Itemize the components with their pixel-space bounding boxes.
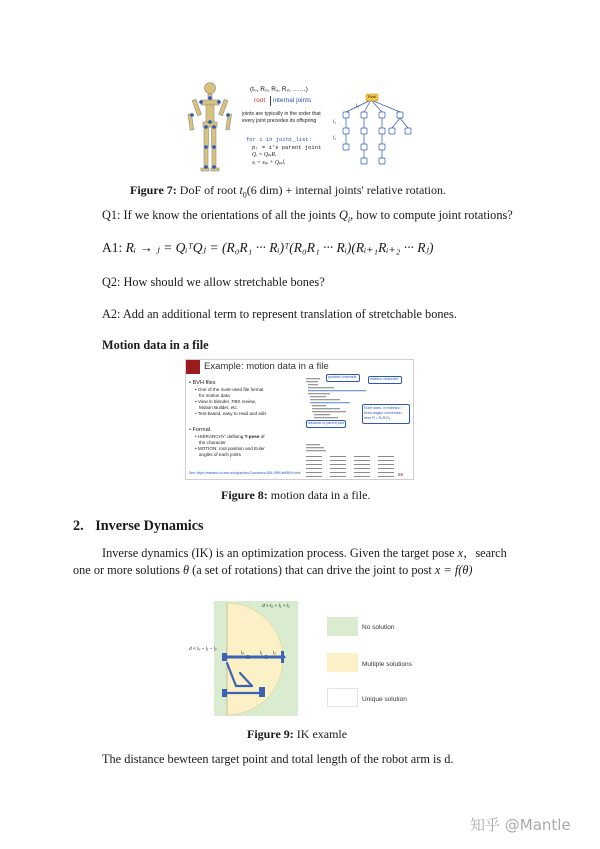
slide-sub-bullet-hierarchy-cont: the character bbox=[199, 440, 226, 445]
figure-8-caption-label: Figure 8: bbox=[221, 488, 268, 502]
slide-sub-bullet-1-cont: for motion data bbox=[199, 393, 230, 398]
zhihu-watermark: 知乎 @Mantle bbox=[470, 816, 571, 834]
code-line-2: pᵢ = i's parent joint bbox=[252, 144, 322, 151]
figure-7-caption-label: Figure 7: bbox=[130, 183, 177, 197]
ik-line2-eq: x = f(θ) bbox=[434, 563, 473, 577]
slide-sub-bullet-motion: • MOTION: root position and Euler bbox=[195, 446, 265, 451]
ik-paragraph-line-2 bbox=[73, 562, 472, 578]
joint-tree-diagram bbox=[340, 90, 420, 170]
order-note-line-1: joints are typically in the order that bbox=[242, 111, 321, 117]
section-title: Inverse Dynamics bbox=[95, 518, 204, 534]
figure-7-image bbox=[180, 78, 420, 178]
skeleton-figure bbox=[180, 78, 240, 178]
ik-line2-mid: (a set of rotations) that can drive the joint to post bbox=[189, 563, 435, 577]
ik-line1-var: x bbox=[457, 546, 464, 560]
figure-8-caption bbox=[221, 488, 370, 503]
ik-line2-pre: one or more solutions bbox=[73, 563, 183, 577]
internal-joints-label: internal joints bbox=[273, 97, 312, 104]
a1-label: A1: bbox=[102, 240, 123, 255]
slide-see-link[interactable]: See: https://research.cs.wisc.edu/graphics/Courses/cs-838-1999/Jeff/BVH.html bbox=[189, 471, 301, 475]
answer-2: A2: Add an additional term to represent translation of stretchable bones. bbox=[102, 307, 457, 321]
ik-line1-post: ，search bbox=[463, 546, 507, 560]
figure-9-caption-label: Figure 9: bbox=[247, 727, 294, 741]
legend-swatch-multiple-solutions bbox=[327, 653, 358, 672]
hierarchy-post: of bbox=[259, 434, 265, 439]
callout-distance-text: distance to parent joint bbox=[308, 421, 345, 425]
answer-1 bbox=[102, 240, 434, 256]
tree-l0-label: l₀ bbox=[356, 104, 360, 109]
figure-7-caption bbox=[130, 183, 446, 199]
ik-l1-label: l₁ bbox=[260, 650, 263, 655]
tree-l1-label: l₁ bbox=[333, 120, 337, 125]
figure-9-caption bbox=[247, 727, 347, 742]
hierarchy-pre: • HIERARCHY: defining bbox=[195, 434, 245, 439]
slide-bullet-format: • Format bbox=[189, 427, 211, 433]
slide-page-number: 58 bbox=[398, 472, 404, 477]
q1-var: Q bbox=[339, 208, 348, 222]
motion-data-heading: Motion data in a file bbox=[102, 338, 209, 352]
callout-rotation-text: rotation channels bbox=[370, 377, 399, 381]
callout-euler-line-1: Euler axes, in extrinsic / bbox=[364, 406, 402, 410]
code-line-1: for i in joint_list: bbox=[246, 136, 313, 143]
slide-sub-bullet-motion-cont: angles of each joints bbox=[199, 452, 241, 457]
q1-pre: Q1: If we know the orientations of all the joints bbox=[102, 208, 340, 222]
figure-8-slide bbox=[185, 359, 414, 480]
figure-7-caption-pre: DoF of root bbox=[179, 183, 240, 197]
figure-9-image bbox=[214, 601, 298, 716]
root-label: root bbox=[254, 97, 266, 104]
closing-sentence: The distance bewteen target point and total length of the robot arm is d. bbox=[102, 752, 454, 766]
legend-label-unique-solution: Unique solution bbox=[362, 696, 407, 703]
slide-sub-bullet-3: • Text-based, easy to read and edit bbox=[195, 411, 266, 416]
figure-7-caption-sub: 0 bbox=[242, 190, 247, 200]
question-2: Q2: How should we allow stretchable bones? bbox=[102, 275, 325, 289]
slide-bullet-bvh: • BVH files bbox=[189, 380, 216, 386]
q1-sub: i bbox=[347, 215, 351, 225]
slide-title: Example: motion data in a file bbox=[204, 361, 329, 372]
section-2-heading bbox=[73, 518, 204, 535]
ik-l2-label: l₂ bbox=[273, 650, 276, 655]
legend-swatch-no-solution bbox=[327, 617, 358, 636]
ik-upper-bound-label: d > l₀ + l₁ + l₂ bbox=[262, 604, 290, 609]
order-note-line-2: every joint precedes its offspring bbox=[242, 118, 317, 124]
figure-7-caption-post: (6 dim) + internal joints' relative rotation. bbox=[246, 183, 447, 197]
ik-line1-pre: Inverse dynamics (IK) is an optimization process. Given the target pose bbox=[102, 546, 458, 560]
section-number: 2. bbox=[73, 518, 84, 534]
tree-root-label: Root bbox=[368, 95, 376, 99]
slide-accent-block bbox=[186, 360, 200, 374]
slide-sub-bullet-1: • One of the most-used file format bbox=[195, 387, 264, 392]
figure-8-caption-text: motion data in a file. bbox=[267, 488, 371, 502]
tree-l2-label: l₂ bbox=[333, 136, 337, 141]
slide-sub-bullet-2: • View in blender, FBX review, bbox=[195, 399, 257, 404]
dof-tuple: (t₀, R₀, R₁, R₂, ……) bbox=[250, 86, 308, 93]
code-line-3: Qᵢ = QₚᵢRᵢ bbox=[252, 152, 276, 158]
legend-label-multiple-solutions: Multiple solutions bbox=[362, 661, 412, 668]
figure-7-caption-var: t bbox=[239, 183, 243, 197]
q1-post: , how to compute joint rotations? bbox=[350, 208, 513, 222]
figure-9-caption-text: IK examle bbox=[293, 727, 348, 741]
a1-formula: Rᵢ → ⱼ = QᵢᵀQⱼ = (R₀R₁ ··· Rᵢ)ᵀ(R₀R₁ ··· Rᵢ)(Rᵢ₊₁Rᵢ₊₂ ··· Rⱼ) bbox=[125, 240, 434, 255]
ik-lower-bound-label: d < l₀ − l₁ − l₂ bbox=[189, 647, 217, 652]
ik-line2-var: θ bbox=[182, 563, 190, 577]
code-line-4: xᵢ = xₚᵢ + Qₚᵢlᵢ bbox=[252, 160, 285, 166]
ik-workspace-diagram bbox=[214, 601, 298, 716]
question-1 bbox=[102, 207, 513, 228]
ik-l0-label: l₀ bbox=[241, 650, 244, 655]
hierarchy-bold: T-pose bbox=[244, 434, 260, 439]
slide-sub-bullet-hierarchy bbox=[195, 434, 265, 439]
slide-sub-bullet-2-cont: Motion Builder, etc. bbox=[199, 405, 239, 410]
callout-euler-line-2: fixed angles convention: bbox=[364, 411, 403, 415]
callout-euler-line-3: here R = RᵧRₓRᵧ bbox=[364, 416, 391, 420]
legend-label-no-solution: No solution bbox=[362, 624, 395, 631]
ik-paragraph-line-1 bbox=[102, 545, 507, 561]
label-divider bbox=[270, 96, 271, 106]
callout-position-text: position channels bbox=[328, 375, 357, 379]
legend-swatch-unique-solution bbox=[327, 688, 358, 707]
